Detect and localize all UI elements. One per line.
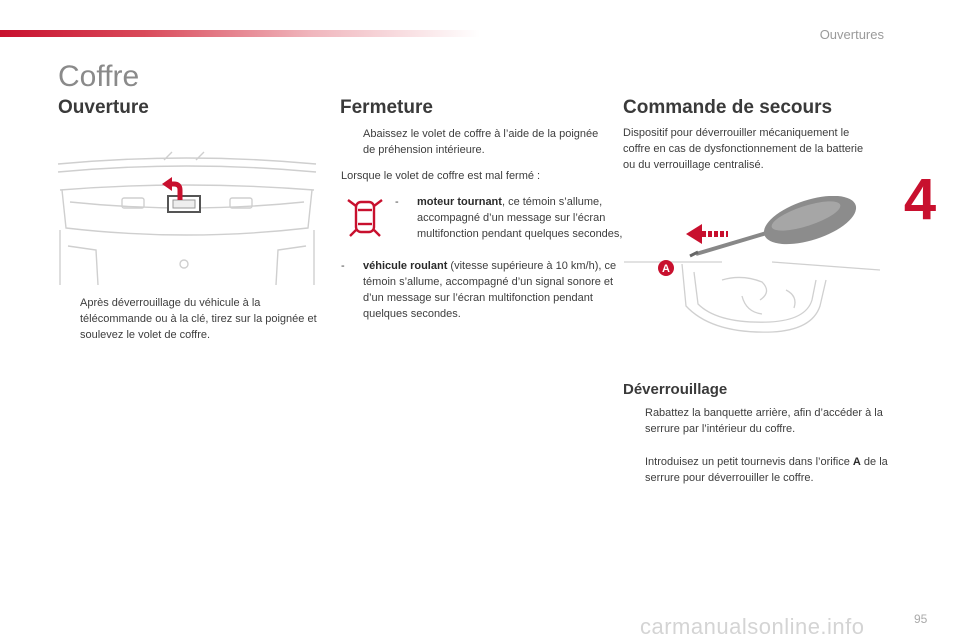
- page-title: Coffre: [58, 60, 140, 93]
- fermeture-item-moteur: - moteur tournant, ce témoin s’allume, accompagné d’un message sur l’écran multifonction pendant quelques secondes,: [395, 196, 623, 240]
- tailgate-illustration: [56, 150, 318, 290]
- secours-text: Dispositif pour déverrouiller mécaniquement le coffre en cas de dysfonctionnement de la batterie ou du verrouillage centralisé.: [623, 127, 864, 171]
- screwdriver-icon: [690, 196, 862, 256]
- bullet-fermeture: Abaissez le volet de coffre à l’aide de la poignée de préhension intérieure.: [363, 128, 599, 156]
- footer-watermark: carmanualsonline.info: [640, 614, 865, 639]
- header-accent-bar: [0, 30, 480, 37]
- fermeture-intro: Lorsque le volet de coffre est mal fermé :: [341, 170, 541, 182]
- heading-commande-secours: Commande de secours: [623, 97, 833, 118]
- heading-fermeture: Fermeture: [340, 97, 433, 118]
- bullet-deverrouillage-1: Rabattez la banquette arrière, afin d’accéder à la serrure par l’intérieur du coffre.: [645, 407, 883, 435]
- section-label: Ouvertures: [819, 27, 884, 42]
- heading-ouverture: Ouverture: [58, 97, 149, 118]
- bullet-deverrouillage-2: Introduisez un petit tournevis dans l’orifice A de la serrure pour déverrouiller le coffre.: [645, 456, 888, 484]
- bullet-ouverture: Après déverrouillage du véhicule à la télécommande ou à la clé, tirez sur la poignée et soulevez le volet de coffre.: [80, 297, 317, 341]
- page-number: 95: [914, 612, 928, 626]
- callout-a-label: A: [662, 263, 670, 275]
- open-trunk-warning-icon: [344, 196, 386, 238]
- heading-deverrouillage: Déverrouillage: [623, 381, 728, 398]
- fermeture-item-roulant: - véhicule roulant (vitesse supérieure à 10 km/h), ce témoin s’allume, accompagné d’un signal sonore et d’un message sur l’écran multifonction pendant quelques secondes.: [341, 260, 617, 320]
- direction-arrow-icon: [686, 224, 728, 244]
- emergency-release-illustration: [622, 196, 884, 338]
- chapter-number: 4: [903, 167, 937, 232]
